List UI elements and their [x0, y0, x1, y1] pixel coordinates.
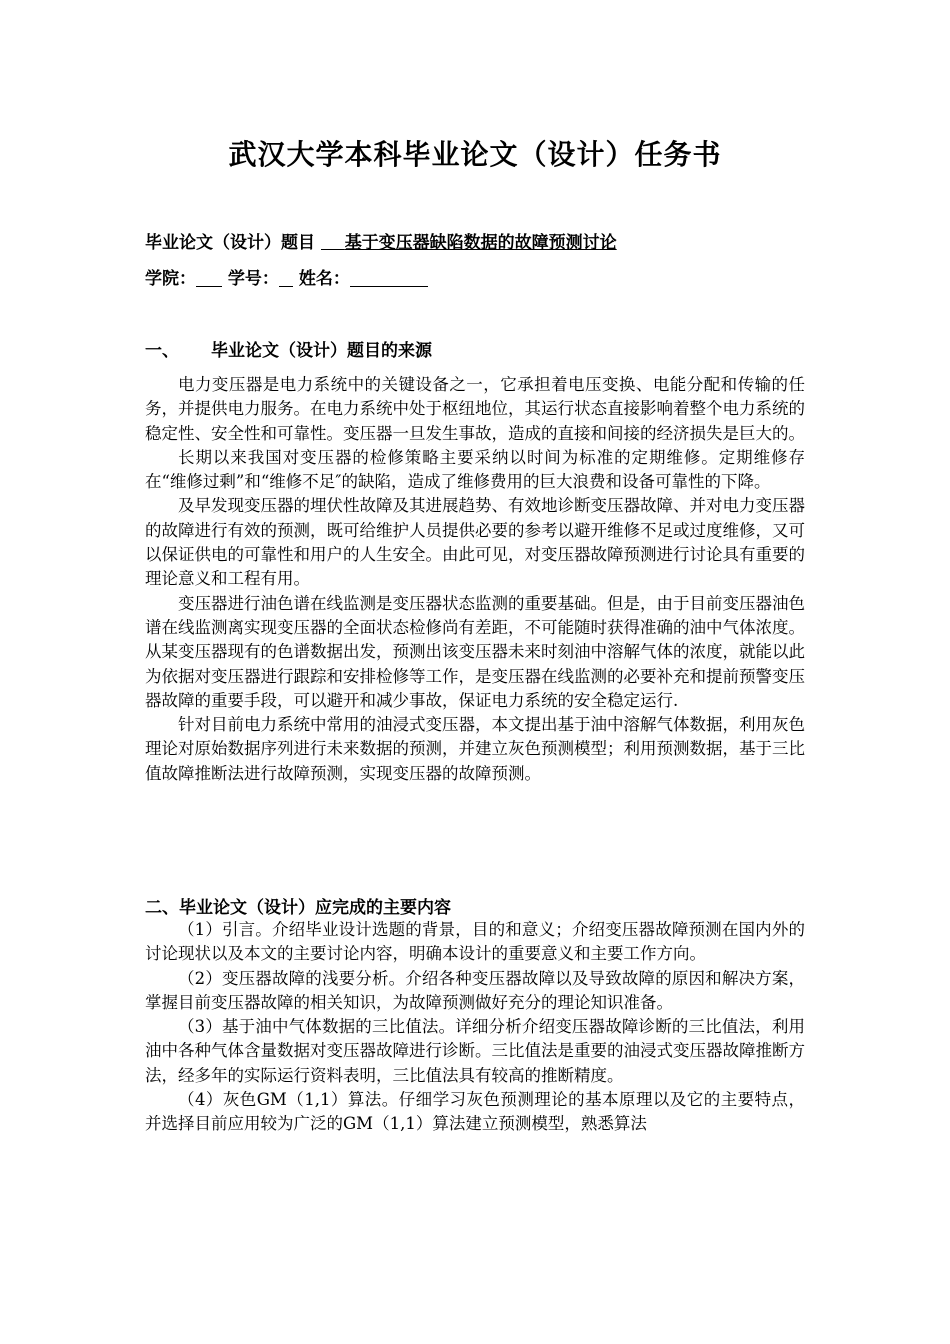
section2-heading: 二、毕业论文（设计）应完成的主要内容 [145, 898, 451, 918]
section1-title: 毕业论文（设计）题目的来源 [211, 341, 432, 361]
section1-heading [145, 336, 432, 361]
section1-paragraph: 及早发现变压器的埋伏性故障及其进展趋势、有效地诊断变压器故障、并对电力变压器的故障进行有效的预测，既可给维护人员提供必要的参考以避开维修不足或过度维修，又可以保证供电的可靠性和用户的人生安全。由此可见，对变压器故障预测进行讨论具有重要的理论意义和工程有用。 [145, 496, 805, 589]
name-label: 姓名： [298, 269, 350, 289]
section2-body [145, 918, 805, 1137]
section2-paragraph: （3）基于油中气体数据的三比值法。详细分析介绍变压器故障诊断的三比值法，利用油中各种气体含量数据对变压器故障进行诊断。三比值法是重要的油浸式变压器故障推断方法，经多年的实际运行资料表明，三比值法具有较高的推断精度。 [145, 1017, 805, 1085]
page-title: 武汉大学本科毕业论文（设计）任务书 [228, 138, 722, 171]
section1-paragraph: 长期以来我国对变压器的检修策略主要采纳以时间为标准的定期维修。定期维修存在“维修过剩”和“维修不足″的缺陷，造成了维修费用的巨大浪费和设备可靠性的下降。 [145, 447, 805, 492]
section1-paragraph: 电力变压器是电力系统中的关键设备之一，它承担着电压变换、电能分配和传输的任务，并提供电力服务。在电力系统中处于枢纽地位，其运行状态直接影响着整个电力系统的稳定性、安全性和可靠性。变压器一旦发生事故，造成的直接和间接的经济损失是巨大的。 [145, 375, 805, 443]
section2-paragraph: （1）引言。介绍毕业设计选题的背景，目的和意义；介绍变压器故障预测在国内外的讨论现状以及本文的主要讨论内容，明确本设计的重要意义和主要工作方向。 [145, 920, 805, 964]
name-blank [350, 268, 428, 287]
college-label: 学院： [145, 269, 196, 289]
topic-value: 基于变压器缺陷数据的故障预测讨论 [344, 233, 617, 253]
section1-body [145, 373, 805, 786]
topic-line [145, 228, 617, 253]
section1-paragraph: 变压器进行油色谱在线监测是变压器状态监测的重要基础。但是，由于目前变压器油色谱在线监测离实现变压器的全面状态检修尚有差距，不可能随时获得准确的油中气体浓度。从某变压器现有的色谱数据出发，预测出该变压器未来时刻油中溶解气体的浓度，就能以此为依据对变压器进行跟踪和安排检修等工作，是变压器在线监测的必要补充和提前预警变压器故障的重要手段，可以避开和减少事故，保证电力系统的安全稳定运行. [145, 593, 805, 710]
info-line [145, 264, 428, 289]
topic-value-underline [321, 233, 617, 253]
college-blank [196, 268, 222, 287]
section2-paragraph: （2）变压器故障的浅要分析。介绍各种变压器故障以及导致故障的原因和解决方案，掌握目前变压器故障的相关知识，为故障预测做好充分的理论知识准备。 [145, 968, 805, 1012]
section2-paragraph: （4）灰色GM（1,1）算法。仔细学习灰色预测理论的基本原理以及它的主要特点，并选择目前应用较为广泛的GM（1,1）算法建立预测模型，熟悉算法 [145, 1090, 805, 1134]
section1-paragraph: 针对目前电力系统中常用的油浸式变压器，本文提出基于油中溶解气体数据，利用灰色理论对原始数据序列进行未来数据的预测，并建立灰色预测模型；利用预测数据，基于三比值故障推断法进行故障预测，实现变压器的故障预测。 [145, 715, 805, 783]
student-id-blank [279, 268, 293, 287]
section1-number: 一、 [145, 341, 179, 361]
student-id-label: 学号： [227, 269, 279, 289]
topic-label: 毕业论文（设计）题目 [145, 233, 315, 253]
